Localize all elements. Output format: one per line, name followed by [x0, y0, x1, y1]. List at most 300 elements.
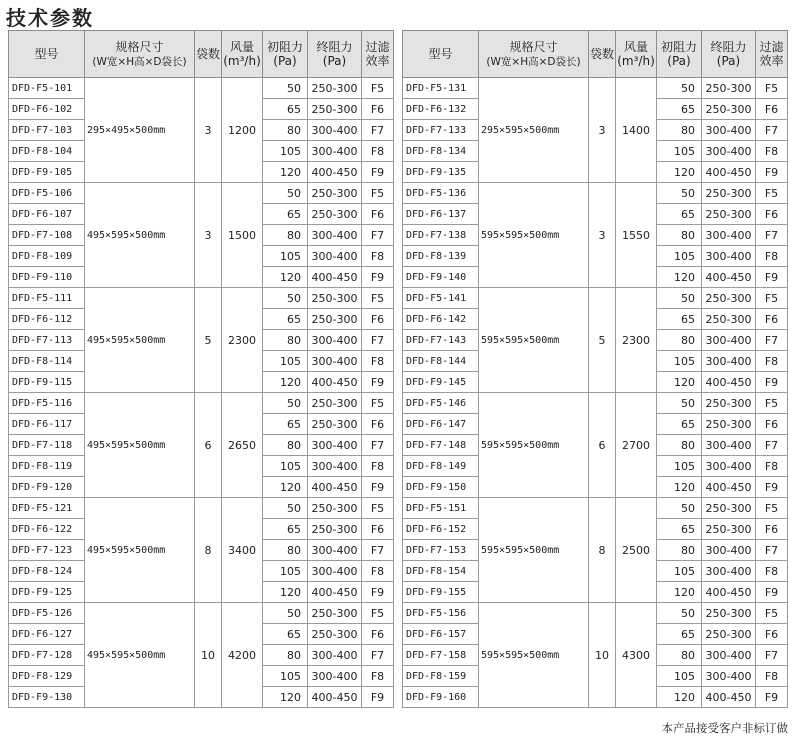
table-row	[403, 183, 788, 204]
initial-resistance-cell: 65	[263, 519, 308, 540]
model-cell: DFD-F9-160	[403, 687, 479, 708]
model-cell: DFD-F5-146	[403, 393, 479, 414]
model-cell: DFD-F6-142	[403, 309, 479, 330]
model-cell: DFD-F7-138	[403, 225, 479, 246]
efficiency-cell: F6	[756, 204, 788, 225]
efficiency-cell: F9	[362, 582, 394, 603]
efficiency-cell: F8	[756, 456, 788, 477]
final-resistance-cell: 250-300	[702, 309, 756, 330]
final-resistance-cell: 250-300	[702, 624, 756, 645]
initial-resistance-cell: 65	[263, 99, 308, 120]
efficiency-cell: F8	[756, 561, 788, 582]
final-resistance-cell: 300-400	[308, 645, 362, 666]
efficiency-cell: F5	[362, 498, 394, 519]
final-resistance-cell: 250-300	[702, 183, 756, 204]
efficiency-cell: F6	[362, 624, 394, 645]
initial-resistance-cell: 80	[263, 330, 308, 351]
size-cell: 295×495×500mm	[85, 78, 195, 183]
bags-cell: 6	[589, 393, 616, 498]
initial-resistance-cell: 50	[657, 498, 702, 519]
final-resistance-cell: 400-450	[308, 372, 362, 393]
spec-table-right	[402, 30, 788, 708]
size-cell: 495×595×500mm	[85, 393, 195, 498]
airflow-cell: 2650	[222, 393, 263, 498]
table-row	[403, 78, 788, 99]
final-resistance-cell: 300-400	[308, 456, 362, 477]
efficiency-cell: F7	[362, 225, 394, 246]
final-resistance-cell: 400-450	[308, 477, 362, 498]
efficiency-cell: F5	[362, 393, 394, 414]
initial-resistance-cell: 50	[263, 78, 308, 99]
final-resistance-cell: 250-300	[702, 204, 756, 225]
airflow-cell: 1550	[616, 183, 657, 288]
initial-resistance-cell: 105	[263, 141, 308, 162]
model-cell: DFD-F5-101	[9, 78, 85, 99]
final-resistance-cell: 250-300	[308, 78, 362, 99]
initial-resistance-cell: 65	[657, 519, 702, 540]
header-initial-resistance: 初阻力 (Pa)	[657, 31, 702, 78]
initial-resistance-cell: 105	[263, 456, 308, 477]
size-cell: 595×595×500mm	[479, 288, 589, 393]
model-cell: DFD-F8-114	[9, 351, 85, 372]
bags-cell: 10	[195, 603, 222, 708]
efficiency-cell: F7	[362, 330, 394, 351]
table-row	[403, 603, 788, 624]
model-cell: DFD-F6-127	[9, 624, 85, 645]
size-cell: 595×595×500mm	[479, 498, 589, 603]
initial-resistance-cell: 105	[657, 141, 702, 162]
header-initial-resistance: 初阻力 (Pa)	[263, 31, 308, 78]
header-row	[403, 31, 788, 78]
model-cell: DFD-F8-149	[403, 456, 479, 477]
final-resistance-cell: 400-450	[702, 372, 756, 393]
initial-resistance-cell: 65	[263, 414, 308, 435]
final-resistance-cell: 300-400	[702, 435, 756, 456]
spec-table-left	[8, 30, 394, 708]
size-cell: 595×595×500mm	[479, 603, 589, 708]
final-resistance-cell: 400-450	[308, 687, 362, 708]
final-resistance-cell: 300-400	[702, 120, 756, 141]
bags-cell: 10	[589, 603, 616, 708]
airflow-cell: 2700	[616, 393, 657, 498]
model-cell: DFD-F5-131	[403, 78, 479, 99]
final-resistance-cell: 250-300	[702, 99, 756, 120]
efficiency-cell: F8	[362, 456, 394, 477]
efficiency-cell: F9	[362, 477, 394, 498]
initial-resistance-cell: 105	[657, 561, 702, 582]
final-resistance-cell: 300-400	[702, 141, 756, 162]
efficiency-cell: F7	[362, 120, 394, 141]
size-cell: 295×595×500mm	[479, 78, 589, 183]
initial-resistance-cell: 65	[657, 414, 702, 435]
efficiency-cell: F6	[756, 519, 788, 540]
final-resistance-cell: 400-450	[308, 582, 362, 603]
efficiency-cell: F5	[756, 183, 788, 204]
efficiency-cell: F6	[362, 99, 394, 120]
final-resistance-cell: 250-300	[702, 603, 756, 624]
final-resistance-cell: 300-400	[308, 141, 362, 162]
efficiency-cell: F5	[756, 393, 788, 414]
final-resistance-cell: 300-400	[308, 330, 362, 351]
model-cell: DFD-F5-106	[9, 183, 85, 204]
airflow-cell: 2500	[616, 498, 657, 603]
final-resistance-cell: 250-300	[702, 393, 756, 414]
efficiency-cell: F7	[756, 225, 788, 246]
model-cell: DFD-F7-158	[403, 645, 479, 666]
efficiency-cell: F5	[362, 603, 394, 624]
efficiency-cell: F8	[362, 351, 394, 372]
initial-resistance-cell: 80	[263, 120, 308, 141]
efficiency-cell: F7	[756, 435, 788, 456]
efficiency-cell: F7	[362, 435, 394, 456]
model-cell: DFD-F6-147	[403, 414, 479, 435]
final-resistance-cell: 400-450	[308, 267, 362, 288]
airflow-cell: 4300	[616, 603, 657, 708]
initial-resistance-cell: 50	[657, 603, 702, 624]
model-cell: DFD-F5-136	[403, 183, 479, 204]
model-cell: DFD-F5-116	[9, 393, 85, 414]
final-resistance-cell: 250-300	[308, 309, 362, 330]
efficiency-cell: F7	[756, 330, 788, 351]
model-cell: DFD-F8-159	[403, 666, 479, 687]
model-cell: DFD-F6-152	[403, 519, 479, 540]
model-cell: DFD-F7-133	[403, 120, 479, 141]
model-cell: DFD-F7-153	[403, 540, 479, 561]
header-row	[9, 31, 394, 78]
airflow-cell: 2300	[222, 288, 263, 393]
model-cell: DFD-F9-145	[403, 372, 479, 393]
efficiency-cell: F6	[756, 624, 788, 645]
table-row	[9, 183, 394, 204]
initial-resistance-cell: 120	[657, 372, 702, 393]
efficiency-cell: F5	[362, 183, 394, 204]
efficiency-cell: F5	[756, 288, 788, 309]
size-cell: 595×595×500mm	[479, 183, 589, 288]
efficiency-cell: F8	[756, 141, 788, 162]
bags-cell: 5	[589, 288, 616, 393]
initial-resistance-cell: 80	[657, 330, 702, 351]
bags-cell: 3	[195, 183, 222, 288]
initial-resistance-cell: 80	[263, 645, 308, 666]
initial-resistance-cell: 65	[263, 624, 308, 645]
final-resistance-cell: 300-400	[702, 561, 756, 582]
initial-resistance-cell: 105	[657, 246, 702, 267]
header-size: 规格尺寸 (W宽×H高×D袋长)	[85, 31, 195, 78]
initial-resistance-cell: 105	[657, 456, 702, 477]
size-cell: 495×595×500mm	[85, 183, 195, 288]
initial-resistance-cell: 50	[263, 603, 308, 624]
airflow-cell: 2300	[616, 288, 657, 393]
final-resistance-cell: 250-300	[308, 498, 362, 519]
airflow-cell: 1200	[222, 78, 263, 183]
initial-resistance-cell: 65	[657, 204, 702, 225]
table-row	[403, 393, 788, 414]
final-resistance-cell: 250-300	[308, 393, 362, 414]
efficiency-cell: F5	[756, 603, 788, 624]
efficiency-cell: F5	[362, 78, 394, 99]
final-resistance-cell: 300-400	[308, 666, 362, 687]
final-resistance-cell: 250-300	[308, 204, 362, 225]
model-cell: DFD-F6-122	[9, 519, 85, 540]
model-cell: DFD-F7-113	[9, 330, 85, 351]
efficiency-cell: F5	[756, 498, 788, 519]
initial-resistance-cell: 65	[657, 624, 702, 645]
efficiency-cell: F5	[362, 288, 394, 309]
model-cell: DFD-F5-151	[403, 498, 479, 519]
final-resistance-cell: 250-300	[702, 519, 756, 540]
efficiency-cell: F9	[756, 477, 788, 498]
efficiency-cell: F9	[756, 267, 788, 288]
initial-resistance-cell: 120	[263, 477, 308, 498]
initial-resistance-cell: 80	[657, 120, 702, 141]
table-row	[9, 288, 394, 309]
final-resistance-cell: 300-400	[308, 351, 362, 372]
final-resistance-cell: 300-400	[702, 330, 756, 351]
header-airflow: 风量 (m³/h)	[222, 31, 263, 78]
model-cell: DFD-F7-118	[9, 435, 85, 456]
efficiency-cell: F7	[756, 540, 788, 561]
final-resistance-cell: 300-400	[702, 351, 756, 372]
efficiency-cell: F7	[756, 645, 788, 666]
header-model: 型号	[403, 31, 479, 78]
efficiency-cell: F8	[756, 246, 788, 267]
final-resistance-cell: 300-400	[702, 540, 756, 561]
initial-resistance-cell: 80	[263, 540, 308, 561]
header-airflow: 风量 (m³/h)	[616, 31, 657, 78]
final-resistance-cell: 250-300	[308, 519, 362, 540]
model-cell: DFD-F6-102	[9, 99, 85, 120]
page-title: 技术参数	[6, 6, 94, 30]
table-body	[9, 78, 394, 708]
final-resistance-cell: 300-400	[308, 540, 362, 561]
initial-resistance-cell: 120	[263, 582, 308, 603]
final-resistance-cell: 300-400	[308, 246, 362, 267]
model-cell: DFD-F9-120	[9, 477, 85, 498]
model-cell: DFD-F9-110	[9, 267, 85, 288]
efficiency-cell: F8	[362, 666, 394, 687]
final-resistance-cell: 250-300	[308, 624, 362, 645]
efficiency-cell: F9	[362, 687, 394, 708]
bags-cell: 8	[195, 498, 222, 603]
efficiency-cell: F8	[362, 561, 394, 582]
efficiency-cell: F6	[362, 519, 394, 540]
model-cell: DFD-F9-115	[9, 372, 85, 393]
initial-resistance-cell: 120	[657, 477, 702, 498]
table-row	[9, 498, 394, 519]
efficiency-cell: F8	[756, 351, 788, 372]
initial-resistance-cell: 120	[657, 267, 702, 288]
footnote: 本产品接受客户非标订做	[661, 721, 788, 735]
initial-resistance-cell: 120	[263, 162, 308, 183]
model-cell: DFD-F7-148	[403, 435, 479, 456]
efficiency-cell: F8	[362, 141, 394, 162]
airflow-cell: 4200	[222, 603, 263, 708]
model-cell: DFD-F7-128	[9, 645, 85, 666]
model-cell: DFD-F5-156	[403, 603, 479, 624]
efficiency-cell: F8	[756, 666, 788, 687]
final-resistance-cell: 250-300	[702, 78, 756, 99]
initial-resistance-cell: 50	[657, 288, 702, 309]
initial-resistance-cell: 65	[263, 309, 308, 330]
size-cell: 595×595×500mm	[479, 393, 589, 498]
header-efficiency: 过滤 效率	[362, 31, 394, 78]
efficiency-cell: F6	[756, 309, 788, 330]
initial-resistance-cell: 50	[263, 393, 308, 414]
table-row	[9, 78, 394, 99]
initial-resistance-cell: 105	[263, 246, 308, 267]
bags-cell: 8	[589, 498, 616, 603]
bags-cell: 3	[589, 183, 616, 288]
airflow-cell: 1400	[616, 78, 657, 183]
final-resistance-cell: 250-300	[308, 99, 362, 120]
initial-resistance-cell: 65	[657, 309, 702, 330]
initial-resistance-cell: 120	[657, 687, 702, 708]
header-bags: 袋数	[589, 31, 616, 78]
initial-resistance-cell: 120	[263, 372, 308, 393]
model-cell: DFD-F8-124	[9, 561, 85, 582]
header-efficiency: 过滤 效率	[756, 31, 788, 78]
final-resistance-cell: 300-400	[702, 246, 756, 267]
initial-resistance-cell: 120	[657, 582, 702, 603]
model-cell: DFD-F9-125	[9, 582, 85, 603]
final-resistance-cell: 400-450	[702, 477, 756, 498]
header-bags: 袋数	[195, 31, 222, 78]
model-cell: DFD-F6-117	[9, 414, 85, 435]
final-resistance-cell: 250-300	[308, 414, 362, 435]
model-cell: DFD-F9-150	[403, 477, 479, 498]
efficiency-cell: F6	[756, 99, 788, 120]
final-resistance-cell: 250-300	[308, 603, 362, 624]
header-final-resistance: 终阻力 (Pa)	[308, 31, 362, 78]
efficiency-cell: F7	[756, 120, 788, 141]
final-resistance-cell: 400-450	[308, 162, 362, 183]
efficiency-cell: F6	[362, 204, 394, 225]
efficiency-cell: F9	[756, 372, 788, 393]
model-cell: DFD-F8-104	[9, 141, 85, 162]
final-resistance-cell: 400-450	[702, 582, 756, 603]
size-cell: 495×595×500mm	[85, 288, 195, 393]
model-cell: DFD-F9-105	[9, 162, 85, 183]
initial-resistance-cell: 50	[263, 498, 308, 519]
efficiency-cell: F6	[362, 414, 394, 435]
initial-resistance-cell: 50	[263, 288, 308, 309]
model-cell: DFD-F9-140	[403, 267, 479, 288]
final-resistance-cell: 250-300	[702, 288, 756, 309]
initial-resistance-cell: 50	[657, 393, 702, 414]
bags-cell: 5	[195, 288, 222, 393]
bags-cell: 3	[195, 78, 222, 183]
final-resistance-cell: 300-400	[702, 645, 756, 666]
final-resistance-cell: 300-400	[702, 666, 756, 687]
model-cell: DFD-F6-132	[403, 99, 479, 120]
initial-resistance-cell: 120	[657, 162, 702, 183]
initial-resistance-cell: 80	[657, 435, 702, 456]
bags-cell: 6	[195, 393, 222, 498]
bags-cell: 3	[589, 78, 616, 183]
efficiency-cell: F9	[756, 582, 788, 603]
initial-resistance-cell: 50	[657, 78, 702, 99]
efficiency-cell: F7	[362, 645, 394, 666]
efficiency-cell: F6	[362, 309, 394, 330]
model-cell: DFD-F5-126	[9, 603, 85, 624]
initial-resistance-cell: 105	[263, 561, 308, 582]
size-cell: 495×595×500mm	[85, 603, 195, 708]
airflow-cell: 3400	[222, 498, 263, 603]
final-resistance-cell: 300-400	[308, 120, 362, 141]
final-resistance-cell: 250-300	[308, 183, 362, 204]
efficiency-cell: F9	[362, 372, 394, 393]
model-cell: DFD-F9-155	[403, 582, 479, 603]
efficiency-cell: F9	[756, 687, 788, 708]
initial-resistance-cell: 80	[657, 645, 702, 666]
model-cell: DFD-F7-108	[9, 225, 85, 246]
initial-resistance-cell: 65	[657, 99, 702, 120]
final-resistance-cell: 300-400	[702, 225, 756, 246]
model-cell: DFD-F6-137	[403, 204, 479, 225]
model-cell: DFD-F7-123	[9, 540, 85, 561]
model-cell: DFD-F9-130	[9, 687, 85, 708]
initial-resistance-cell: 105	[657, 666, 702, 687]
final-resistance-cell: 400-450	[702, 267, 756, 288]
final-resistance-cell: 250-300	[702, 414, 756, 435]
model-cell: DFD-F8-144	[403, 351, 479, 372]
model-cell: DFD-F8-119	[9, 456, 85, 477]
efficiency-cell: F7	[362, 540, 394, 561]
efficiency-cell: F9	[362, 267, 394, 288]
initial-resistance-cell: 50	[263, 183, 308, 204]
initial-resistance-cell: 105	[263, 666, 308, 687]
initial-resistance-cell: 105	[657, 351, 702, 372]
final-resistance-cell: 400-450	[702, 687, 756, 708]
model-cell: DFD-F7-103	[9, 120, 85, 141]
table-row	[403, 288, 788, 309]
final-resistance-cell: 300-400	[702, 456, 756, 477]
efficiency-cell: F6	[756, 414, 788, 435]
model-cell: DFD-F5-111	[9, 288, 85, 309]
final-resistance-cell: 400-450	[702, 162, 756, 183]
model-cell: DFD-F8-154	[403, 561, 479, 582]
initial-resistance-cell: 65	[263, 204, 308, 225]
initial-resistance-cell: 120	[263, 687, 308, 708]
model-cell: DFD-F7-143	[403, 330, 479, 351]
initial-resistance-cell: 80	[263, 435, 308, 456]
efficiency-cell: F9	[756, 162, 788, 183]
model-cell: DFD-F8-134	[403, 141, 479, 162]
model-cell: DFD-F8-129	[9, 666, 85, 687]
final-resistance-cell: 300-400	[308, 225, 362, 246]
model-cell: DFD-F5-141	[403, 288, 479, 309]
model-cell: DFD-F8-109	[9, 246, 85, 267]
model-cell: DFD-F5-121	[9, 498, 85, 519]
efficiency-cell: F5	[756, 78, 788, 99]
model-cell: DFD-F6-157	[403, 624, 479, 645]
initial-resistance-cell: 105	[263, 351, 308, 372]
final-resistance-cell: 300-400	[308, 435, 362, 456]
table-row	[9, 393, 394, 414]
header-model: 型号	[9, 31, 85, 78]
size-cell: 495×595×500mm	[85, 498, 195, 603]
initial-resistance-cell: 80	[657, 540, 702, 561]
model-cell: DFD-F6-112	[9, 309, 85, 330]
model-cell: DFD-F9-135	[403, 162, 479, 183]
final-resistance-cell: 250-300	[702, 498, 756, 519]
model-cell: DFD-F6-107	[9, 204, 85, 225]
initial-resistance-cell: 120	[263, 267, 308, 288]
efficiency-cell: F8	[362, 246, 394, 267]
final-resistance-cell: 300-400	[308, 561, 362, 582]
efficiency-cell: F9	[362, 162, 394, 183]
initial-resistance-cell: 80	[657, 225, 702, 246]
